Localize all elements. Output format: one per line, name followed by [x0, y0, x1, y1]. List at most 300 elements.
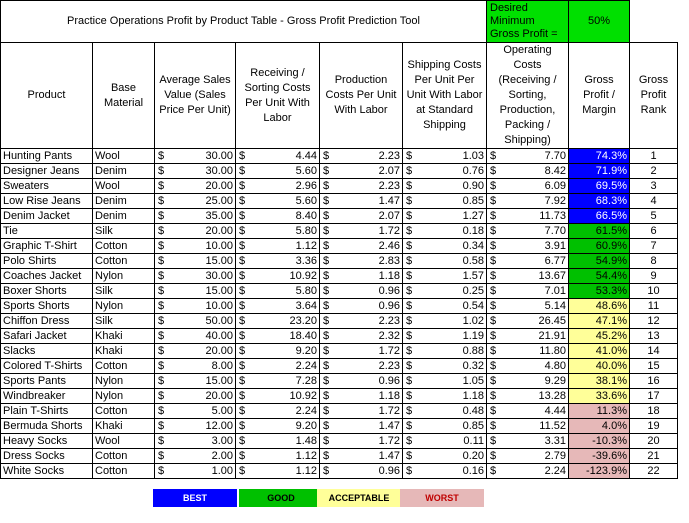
- cell-material[interactable]: Khaki: [93, 344, 155, 359]
- cell-recv[interactable]: [236, 374, 320, 389]
- cell-value: 1.02: [462, 314, 484, 327]
- cell-value: 5.00: [211, 404, 233, 417]
- cell-recv[interactable]: [236, 314, 320, 329]
- cell-value: 0.32: [462, 359, 484, 372]
- cell-op[interactable]: [487, 149, 569, 164]
- cell-recv[interactable]: [236, 284, 320, 299]
- cell-rank[interactable]: 2: [630, 164, 678, 179]
- currency-symbol: $: [158, 329, 165, 342]
- cell-material[interactable]: Khaki: [93, 419, 155, 434]
- min-gp-value[interactable]: 50%: [569, 1, 630, 43]
- cell-ship[interactable]: [403, 269, 487, 284]
- cell-sales[interactable]: [155, 359, 236, 374]
- cell-op[interactable]: [487, 374, 569, 389]
- cell-value: 30.00: [205, 149, 233, 162]
- currency-symbol: $: [239, 434, 246, 447]
- cell-sales[interactable]: [155, 449, 236, 464]
- currency-symbol: $: [239, 194, 246, 207]
- cell-value: 2.23: [378, 149, 400, 162]
- cell-ship[interactable]: [403, 314, 487, 329]
- cell-recv[interactable]: [236, 359, 320, 374]
- cell-gp[interactable]: -39.6%: [569, 449, 630, 464]
- cell-ship[interactable]: [403, 374, 487, 389]
- cell-prod[interactable]: [320, 419, 403, 434]
- cell-prod[interactable]: [320, 284, 403, 299]
- cell-sales[interactable]: [155, 149, 236, 164]
- cell-ship[interactable]: [403, 284, 487, 299]
- cell-prod[interactable]: [320, 269, 403, 284]
- currency-symbol: $: [158, 434, 165, 447]
- cell-gp[interactable]: 60.9%: [569, 239, 630, 254]
- cell-material[interactable]: Denim: [93, 209, 155, 224]
- cell-op[interactable]: [487, 164, 569, 179]
- cell-value: 0.58: [462, 254, 484, 267]
- cell-op[interactable]: [487, 269, 569, 284]
- cell-prod[interactable]: [320, 164, 403, 179]
- cell-product[interactable]: Designer Jeans: [1, 164, 93, 179]
- cell-value: 5.14: [544, 299, 566, 312]
- currency-symbol: $: [239, 299, 246, 312]
- cell-op[interactable]: [487, 194, 569, 209]
- table-row: [1, 404, 678, 419]
- cell-value: 1.48: [295, 434, 317, 447]
- cell-rank[interactable]: 12: [630, 314, 678, 329]
- currency-symbol: $: [158, 179, 165, 192]
- currency-symbol: $: [323, 344, 330, 357]
- cell-gp[interactable]: 61.5%: [569, 224, 630, 239]
- cell-value: 1.12: [295, 449, 317, 462]
- cell-product[interactable]: Slacks: [1, 344, 93, 359]
- cell-op[interactable]: [487, 449, 569, 464]
- currency-symbol: $: [158, 194, 165, 207]
- cell-gp[interactable]: 45.2%: [569, 329, 630, 344]
- cell-gp[interactable]: 47.1%: [569, 314, 630, 329]
- currency-symbol: $: [490, 434, 497, 447]
- cell-material[interactable]: Khaki: [93, 329, 155, 344]
- cell-material[interactable]: Cotton: [93, 239, 155, 254]
- cell-value: 2.24: [544, 464, 566, 477]
- cell-rank[interactable]: 16: [630, 374, 678, 389]
- cell-rank[interactable]: 20: [630, 434, 678, 449]
- cell-ship[interactable]: [403, 164, 487, 179]
- cell-prod[interactable]: [320, 194, 403, 209]
- cell-product[interactable]: Plain T-Shirts: [1, 404, 93, 419]
- table-row: [1, 359, 678, 374]
- cell-rank[interactable]: 13: [630, 329, 678, 344]
- cell-prod[interactable]: [320, 404, 403, 419]
- cell-recv[interactable]: [236, 434, 320, 449]
- cell-value: 1.18: [378, 269, 400, 282]
- cell-ship[interactable]: [403, 149, 487, 164]
- cell-prod[interactable]: [320, 179, 403, 194]
- cell-recv[interactable]: [236, 149, 320, 164]
- cell-prod[interactable]: [320, 374, 403, 389]
- cell-gp[interactable]: -123.9%: [569, 464, 630, 479]
- cell-value: 20.00: [205, 389, 233, 402]
- cell-material[interactable]: Cotton: [93, 404, 155, 419]
- currency-symbol: $: [490, 179, 497, 192]
- cell-op[interactable]: [487, 434, 569, 449]
- cell-sales[interactable]: [155, 434, 236, 449]
- cell-value: 0.11: [463, 434, 484, 447]
- cell-gp[interactable]: 66.5%: [569, 209, 630, 224]
- currency-symbol: $: [323, 254, 330, 267]
- table-row: [1, 434, 678, 449]
- currency-symbol: $: [490, 209, 497, 222]
- cell-gp[interactable]: 4.0%: [569, 419, 630, 434]
- cell-gp[interactable]: 54.4%: [569, 269, 630, 284]
- cell-gp[interactable]: 40.0%: [569, 359, 630, 374]
- cell-material[interactable]: Cotton: [93, 254, 155, 269]
- cell-sales[interactable]: [155, 374, 236, 389]
- cell-prod[interactable]: [320, 149, 403, 164]
- cell-material[interactable]: Cotton: [93, 449, 155, 464]
- cell-recv[interactable]: [236, 299, 320, 314]
- cell-ship[interactable]: [403, 254, 487, 269]
- cell-product[interactable]: Coaches Jacket: [1, 269, 93, 284]
- cell-product[interactable]: Dress Socks: [1, 449, 93, 464]
- cell-prod[interactable]: [320, 254, 403, 269]
- currency-symbol: $: [323, 374, 330, 387]
- cell-product[interactable]: Sports Pants: [1, 374, 93, 389]
- cell-material[interactable]: Denim: [93, 194, 155, 209]
- cell-prod[interactable]: [320, 464, 403, 479]
- cell-prod[interactable]: [320, 224, 403, 239]
- cell-product[interactable]: Hunting Pants: [1, 149, 93, 164]
- currency-symbol: $: [323, 329, 330, 342]
- cell-sales[interactable]: [155, 404, 236, 419]
- cell-value: 3.36: [295, 254, 317, 267]
- cell-value: 4.44: [544, 404, 566, 417]
- cell-gp[interactable]: 11.3%: [569, 404, 630, 419]
- cell-op[interactable]: [487, 464, 569, 479]
- cell-rank[interactable]: 11: [630, 299, 678, 314]
- cell-recv[interactable]: [236, 239, 320, 254]
- cell-rank[interactable]: 6: [630, 224, 678, 239]
- cell-product[interactable]: Windbreaker: [1, 389, 93, 404]
- cell-recv[interactable]: [236, 254, 320, 269]
- legend-best: BEST: [153, 489, 237, 507]
- cell-product[interactable]: Polo Shirts: [1, 254, 93, 269]
- cell-gp[interactable]: 69.5%: [569, 179, 630, 194]
- cell-material[interactable]: Cotton: [93, 464, 155, 479]
- cell-recv[interactable]: [236, 224, 320, 239]
- currency-symbol: $: [323, 404, 330, 417]
- cell-material[interactable]: Silk: [93, 284, 155, 299]
- cell-sales[interactable]: [155, 164, 236, 179]
- cell-recv[interactable]: [236, 464, 320, 479]
- currency-symbol: $: [323, 224, 330, 237]
- cell-ship[interactable]: [403, 224, 487, 239]
- cell-op[interactable]: [487, 299, 569, 314]
- cell-rank[interactable]: 7: [630, 239, 678, 254]
- cell-material[interactable]: Silk: [93, 314, 155, 329]
- currency-symbol: $: [406, 374, 413, 387]
- cell-rank[interactable]: 22: [630, 464, 678, 479]
- cell-sales[interactable]: [155, 299, 236, 314]
- currency-symbol: $: [406, 314, 413, 327]
- table-row: [1, 209, 678, 224]
- cell-value: 0.54: [462, 299, 484, 312]
- cell-material[interactable]: Nylon: [93, 269, 155, 284]
- cell-recv[interactable]: [236, 209, 320, 224]
- cell-prod[interactable]: [320, 299, 403, 314]
- cell-rank[interactable]: 15: [630, 359, 678, 374]
- currency-symbol: $: [406, 404, 413, 417]
- cell-product[interactable]: Graphic T-Shirt: [1, 239, 93, 254]
- cell-op[interactable]: [487, 254, 569, 269]
- cell-material[interactable]: Denim: [93, 164, 155, 179]
- cell-value: 1.12: [295, 239, 317, 252]
- cell-gp[interactable]: 38.1%: [569, 374, 630, 389]
- cell-rank[interactable]: 5: [630, 209, 678, 224]
- cell-product[interactable]: Colored T-Shirts: [1, 359, 93, 374]
- cell-recv[interactable]: [236, 329, 320, 344]
- table-row: [1, 419, 678, 434]
- cell-value: 7.28: [295, 374, 317, 387]
- cell-op[interactable]: [487, 209, 569, 224]
- table-row: [1, 329, 678, 344]
- cell-op[interactable]: [487, 179, 569, 194]
- currency-symbol: $: [158, 359, 165, 372]
- cell-recv[interactable]: [236, 389, 320, 404]
- cell-rank[interactable]: 9: [630, 269, 678, 284]
- cell-ship[interactable]: [403, 449, 487, 464]
- cell-sales[interactable]: [155, 419, 236, 434]
- currency-symbol: $: [490, 314, 497, 327]
- cell-value: 1.05: [462, 374, 484, 387]
- currency-symbol: $: [406, 359, 413, 372]
- cell-ship[interactable]: [403, 359, 487, 374]
- cell-ship[interactable]: [403, 209, 487, 224]
- currency-symbol: $: [323, 164, 330, 177]
- currency-symbol: $: [239, 254, 246, 267]
- cell-sales[interactable]: [155, 314, 236, 329]
- cell-rank[interactable]: 19: [630, 419, 678, 434]
- cell-op[interactable]: [487, 284, 569, 299]
- cell-rank[interactable]: 14: [630, 344, 678, 359]
- cell-ship[interactable]: [403, 179, 487, 194]
- cell-product[interactable]: Boxer Shorts: [1, 284, 93, 299]
- cell-value: 30.00: [205, 269, 233, 282]
- cell-sales[interactable]: [155, 389, 236, 404]
- header-product: Product: [1, 43, 93, 149]
- currency-symbol: $: [323, 179, 330, 192]
- cell-ship[interactable]: [403, 389, 487, 404]
- currency-symbol: $: [239, 239, 246, 252]
- currency-symbol: $: [490, 239, 497, 252]
- cell-gp[interactable]: 74.3%: [569, 149, 630, 164]
- cell-prod[interactable]: [320, 434, 403, 449]
- cell-sales[interactable]: [155, 329, 236, 344]
- cell-prod[interactable]: [320, 239, 403, 254]
- cell-sales[interactable]: [155, 254, 236, 269]
- cell-product[interactable]: White Socks: [1, 464, 93, 479]
- cell-sales[interactable]: [155, 224, 236, 239]
- cell-gp[interactable]: 71.9%: [569, 164, 630, 179]
- cell-gp[interactable]: 53.3%: [569, 284, 630, 299]
- cell-recv[interactable]: [236, 449, 320, 464]
- cell-product[interactable]: Sweaters: [1, 179, 93, 194]
- currency-symbol: $: [490, 389, 497, 402]
- cell-op[interactable]: [487, 224, 569, 239]
- cell-op[interactable]: [487, 389, 569, 404]
- cell-value: 10.92: [289, 269, 317, 282]
- cell-value: 1.72: [378, 404, 400, 417]
- cell-sales[interactable]: [155, 179, 236, 194]
- cell-rank[interactable]: 4: [630, 194, 678, 209]
- cell-ship[interactable]: [403, 299, 487, 314]
- cell-gp[interactable]: 41.0%: [569, 344, 630, 359]
- currency-symbol: $: [158, 299, 165, 312]
- cell-recv[interactable]: [236, 269, 320, 284]
- cell-op[interactable]: [487, 344, 569, 359]
- cell-value: 1.72: [378, 224, 400, 237]
- cell-op[interactable]: [487, 314, 569, 329]
- cell-value: 20.00: [205, 224, 233, 237]
- cell-rank[interactable]: 3: [630, 179, 678, 194]
- cell-rank[interactable]: 1: [630, 149, 678, 164]
- cell-prod[interactable]: [320, 329, 403, 344]
- currency-symbol: $: [158, 239, 165, 252]
- cell-value: 15.00: [205, 284, 233, 297]
- cell-value: 7.70: [544, 224, 566, 237]
- table-row: [1, 269, 678, 284]
- cell-material[interactable]: Cotton: [93, 359, 155, 374]
- cell-value: 0.34: [462, 239, 484, 252]
- currency-symbol: $: [406, 389, 413, 402]
- currency-symbol: $: [490, 254, 497, 267]
- cell-value: 4.80: [544, 359, 566, 372]
- cell-value: 23.20: [289, 314, 317, 327]
- cell-prod[interactable]: [320, 389, 403, 404]
- cell-value: 9.20: [295, 344, 317, 357]
- currency-symbol: $: [490, 419, 497, 432]
- cell-material[interactable]: Nylon: [93, 299, 155, 314]
- cell-op[interactable]: [487, 419, 569, 434]
- cell-material[interactable]: Nylon: [93, 389, 155, 404]
- cell-value: 2.24: [295, 404, 317, 417]
- currency-symbol: $: [406, 209, 413, 222]
- cell-material[interactable]: Wool: [93, 434, 155, 449]
- cell-product[interactable]: Sports Shorts: [1, 299, 93, 314]
- cell-product[interactable]: Low Rise Jeans: [1, 194, 93, 209]
- cell-value: 12.00: [205, 419, 233, 432]
- cell-product[interactable]: Denim Jacket: [1, 209, 93, 224]
- cell-product[interactable]: Bermuda Shorts: [1, 419, 93, 434]
- cell-value: 3.31: [544, 434, 566, 447]
- cell-rank[interactable]: 17: [630, 389, 678, 404]
- cell-ship[interactable]: [403, 194, 487, 209]
- cell-gp[interactable]: 68.3%: [569, 194, 630, 209]
- cell-value: 1.47: [378, 449, 400, 462]
- currency-symbol: $: [323, 149, 330, 162]
- cell-gp[interactable]: 48.6%: [569, 299, 630, 314]
- cell-ship[interactable]: [403, 434, 487, 449]
- legend: [0, 489, 689, 507]
- cell-sales[interactable]: [155, 269, 236, 284]
- currency-symbol: $: [239, 284, 246, 297]
- cell-product[interactable]: Chiffon Dress: [1, 314, 93, 329]
- cell-material[interactable]: Nylon: [93, 374, 155, 389]
- cell-sales[interactable]: [155, 464, 236, 479]
- cell-prod[interactable]: [320, 209, 403, 224]
- cell-ship[interactable]: [403, 419, 487, 434]
- cell-recv[interactable]: [236, 344, 320, 359]
- cell-material[interactable]: Wool: [93, 179, 155, 194]
- currency-symbol: $: [406, 224, 413, 237]
- cell-recv[interactable]: [236, 419, 320, 434]
- cell-value: 11.52: [539, 419, 566, 432]
- currency-symbol: $: [239, 449, 246, 462]
- cell-ship[interactable]: [403, 464, 487, 479]
- currency-symbol: $: [323, 389, 330, 402]
- cell-product[interactable]: Safari Jacket: [1, 329, 93, 344]
- cell-ship[interactable]: [403, 404, 487, 419]
- cell-gp[interactable]: -10.3%: [569, 434, 630, 449]
- cell-sales[interactable]: [155, 209, 236, 224]
- cell-op[interactable]: [487, 404, 569, 419]
- cell-gp[interactable]: 54.9%: [569, 254, 630, 269]
- cell-recv[interactable]: [236, 179, 320, 194]
- cell-value: 0.16: [462, 464, 484, 477]
- cell-sales[interactable]: [155, 239, 236, 254]
- cell-recv[interactable]: [236, 194, 320, 209]
- cell-prod[interactable]: [320, 359, 403, 374]
- cell-ship[interactable]: [403, 239, 487, 254]
- cell-op[interactable]: [487, 239, 569, 254]
- table-row: [1, 314, 678, 329]
- cell-prod[interactable]: [320, 449, 403, 464]
- cell-recv[interactable]: [236, 164, 320, 179]
- cell-rank[interactable]: 21: [630, 449, 678, 464]
- cell-material[interactable]: Wool: [93, 149, 155, 164]
- cell-value: 8.42: [544, 164, 566, 177]
- table-row: [1, 149, 678, 164]
- currency-symbol: $: [490, 374, 497, 387]
- cell-value: 11.80: [539, 344, 566, 357]
- currency-symbol: $: [323, 209, 330, 222]
- cell-value: 0.96: [378, 464, 400, 477]
- cell-product[interactable]: Heavy Socks: [1, 434, 93, 449]
- cell-rank[interactable]: 8: [630, 254, 678, 269]
- cell-rank[interactable]: 10: [630, 284, 678, 299]
- cell-value: 5.80: [295, 284, 317, 297]
- cell-op[interactable]: [487, 329, 569, 344]
- currency-symbol: $: [406, 344, 413, 357]
- currency-symbol: $: [406, 434, 413, 447]
- cell-value: 10.00: [205, 299, 233, 312]
- cell-op[interactable]: [487, 359, 569, 374]
- legend-acceptable: ACCEPTABLE: [317, 489, 401, 507]
- cell-material[interactable]: Silk: [93, 224, 155, 239]
- cell-sales[interactable]: [155, 284, 236, 299]
- cell-product[interactable]: Tie: [1, 224, 93, 239]
- cell-gp[interactable]: 33.6%: [569, 389, 630, 404]
- cell-prod[interactable]: [320, 314, 403, 329]
- currency-symbol: $: [406, 179, 413, 192]
- cell-value: 1.00: [211, 464, 233, 477]
- cell-value: 0.20: [462, 449, 484, 462]
- cell-prod[interactable]: [320, 344, 403, 359]
- cell-sales[interactable]: [155, 344, 236, 359]
- cell-ship[interactable]: [403, 344, 487, 359]
- cell-value: 0.85: [462, 194, 484, 207]
- cell-rank[interactable]: 18: [630, 404, 678, 419]
- cell-ship[interactable]: [403, 329, 487, 344]
- cell-sales[interactable]: [155, 194, 236, 209]
- cell-recv[interactable]: [236, 404, 320, 419]
